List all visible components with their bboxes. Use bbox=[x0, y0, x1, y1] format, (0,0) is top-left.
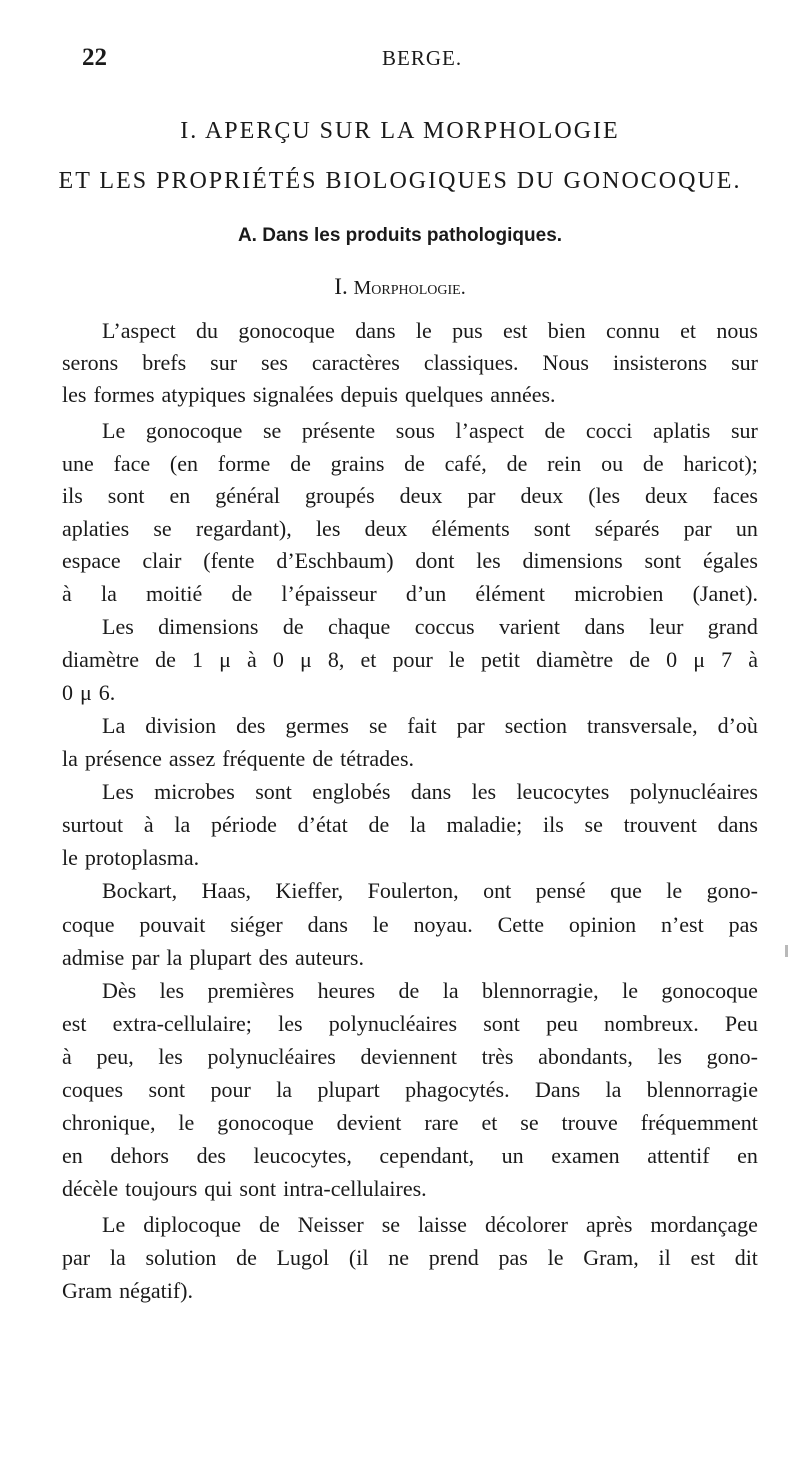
text-line: Gram négatif). bbox=[62, 1278, 193, 1303]
text-line: en dehors des leucocytes, cependant, un examen attentif en bbox=[62, 1143, 758, 1168]
text-line: Dès les premières heures de la blennorragie, le gonocoque bbox=[102, 978, 758, 1003]
text-line: la présence assez fréquente de tétrades. bbox=[62, 746, 414, 771]
text-line: Le gonocoque se présente sous l’aspect de cocci aplatis sur bbox=[102, 418, 758, 443]
text-line: ils sont en général groupés deux par deux (les deux faces bbox=[62, 483, 758, 508]
text-line: espace clair (fente d’Eschbaum) dont les dimensions sont égales bbox=[62, 548, 758, 573]
text-line: est extra-cellulaire; les polynucléaires sont peu nombreux. Peu bbox=[62, 1011, 758, 1036]
text-line: décèle toujours qui sont intra-cellulaires. bbox=[62, 1176, 427, 1201]
page-header bbox=[82, 44, 762, 84]
text-line: Les microbes sont englobés dans les leucocytes polynucléaires bbox=[102, 779, 758, 804]
section-heading bbox=[0, 274, 800, 300]
section-title: Morphologie. bbox=[353, 277, 466, 299]
text-line: les formes atypiques signalées depuis quelques années. bbox=[62, 382, 556, 407]
text-line: chronique, le gonocoque devient rare et se trouve fréquemment bbox=[62, 1110, 758, 1135]
text-line: coques sont pour la plupart phagocytés. Dans la blennorragie bbox=[62, 1077, 758, 1102]
text-line: à la moitié de l’épaisseur d’un élément microbien (Janet). bbox=[62, 581, 758, 606]
text-line: Les dimensions de chaque coccus varient dans leur grand bbox=[102, 614, 758, 639]
text-line: coque pouvait siéger dans le noyau. Cette opinion n’est pas bbox=[62, 912, 758, 937]
section-number: I. bbox=[334, 274, 348, 299]
text-line: 0 μ 6. bbox=[62, 680, 116, 705]
text-line: surtout à la période d’état de la maladie; ils se trouvent dans bbox=[62, 812, 758, 837]
page-number: 22 bbox=[82, 44, 107, 71]
running-head: BERGE. bbox=[382, 46, 463, 70]
text-line: serons brefs sur ses caractères classiques. Nous insisterons sur bbox=[62, 350, 758, 375]
text-line: La division des germes se fait par section transversale, d’où bbox=[102, 713, 758, 738]
text-line: par la solution de Lugol (il ne prend pas le Gram, il est dit bbox=[62, 1245, 758, 1270]
scan-mark bbox=[785, 945, 788, 957]
text-line: une face (en forme de grains de café, de rein ou de haricot); bbox=[62, 451, 758, 476]
text-line: Le diplocoque de Neisser se laisse décolorer après mordançage bbox=[102, 1212, 758, 1237]
text-line: aplaties se regardant), les deux éléments sont séparés par un bbox=[62, 516, 758, 541]
text-line: Bockart, Haas, Kieffer, Foulerton, ont pensé que le gono- bbox=[102, 878, 758, 903]
text-line: le protoplasma. bbox=[62, 845, 200, 870]
subsection-heading: A. Dans les produits pathologiques. bbox=[237, 225, 563, 246]
text-line: à peu, les polynucléaires deviennent très abondants, les gono- bbox=[62, 1044, 758, 1069]
chapter-title-line-1: I. APERÇU SUR LA MORPHOLOGIE bbox=[180, 118, 620, 144]
text-line: admise par la plupart des auteurs. bbox=[62, 945, 364, 970]
chapter-title-line-2: ET LES PROPRIÉTÉS BIOLOGIQUES DU GONOCOQUE. bbox=[58, 168, 742, 194]
text-line: L’aspect du gonocoque dans le pus est bien connu et nous bbox=[102, 318, 758, 343]
text-line: diamètre de 1 μ à 0 μ 8, et pour le petit diamètre de 0 μ 7 à bbox=[62, 647, 758, 672]
